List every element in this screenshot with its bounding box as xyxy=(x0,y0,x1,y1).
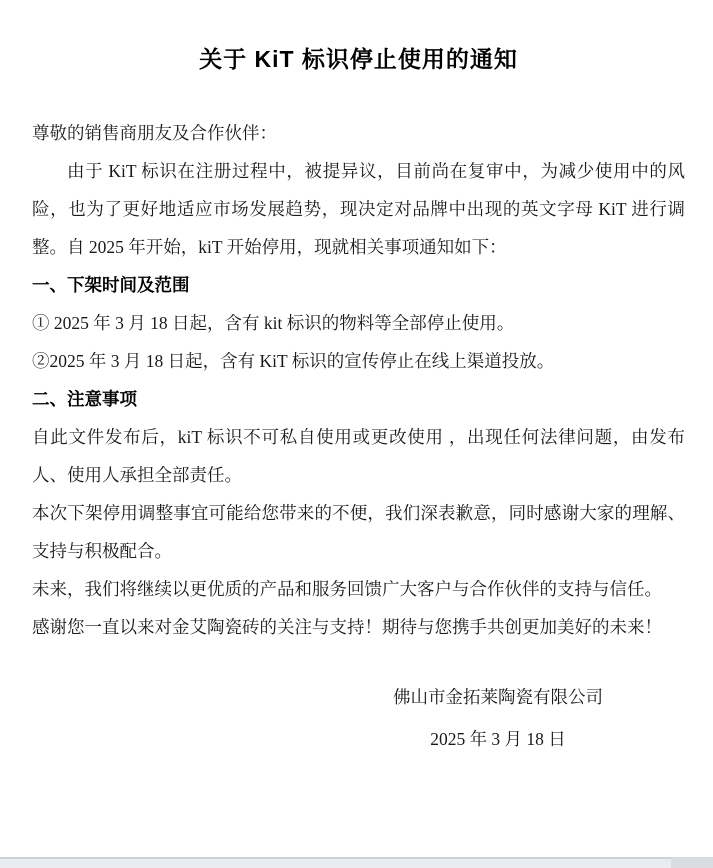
notes-paragraph-1: 自此文件发布后，kiT 标识不可私自使用或更改使用 ，出现任何法律问题，由发布人、使用人承担全部责任。 xyxy=(32,427,685,485)
section-heading-scope: 一、下架时间及范围 xyxy=(32,275,190,295)
list-item-1: ① 2025 年 3 月 18 日起，含有 kit 标识的物料等全部停止使用。 xyxy=(32,313,515,333)
notes-paragraph-4: 感谢您一直以来对金艾陶瓷砖的关注与支持！期待与您携手共创更加美好的未来！ xyxy=(32,617,662,637)
signature-block xyxy=(367,676,629,760)
page-title: 关于 KiT 标识停止使用的通知 xyxy=(199,46,518,72)
notes-paragraph-2: 本次下架停用调整事宜可能给您带来的不便，我们深表歉意，同时感谢大家的理解、支持与积极配合。 xyxy=(32,503,685,561)
company-name: 佛山市金拓莱陶瓷有限公司 xyxy=(393,687,603,707)
signature-date: 2025 年 3 月 18 日 xyxy=(430,729,566,749)
bottom-window-edge-corner xyxy=(671,857,713,868)
bottom-window-edge xyxy=(0,857,713,868)
notes-paragraph-3: 未来，我们将继续以更优质的产品和服务回馈广大客户与合作伙伴的支持与信任。 xyxy=(32,579,662,599)
list-item-2: ②2025 年 3 月 18 日起，含有 KiT 标识的宣传停止在线上渠道投放。 xyxy=(32,351,555,371)
intro-paragraph: 由于 KiT 标识在注册过程中，被提异议，目前尚在复审中，为减少使用中的风险，也为了更好地适应市场发展趋势，现决定对品牌中出现的英文字母 KiT 进行调整。自 2025 年开始，kiT 开始停用，现就相关事项通知如下： xyxy=(32,161,685,257)
section-heading-notes: 二、注意事项 xyxy=(32,389,137,409)
salutation: 尊敬的销售商朋友及合作伙伴： xyxy=(32,123,277,143)
